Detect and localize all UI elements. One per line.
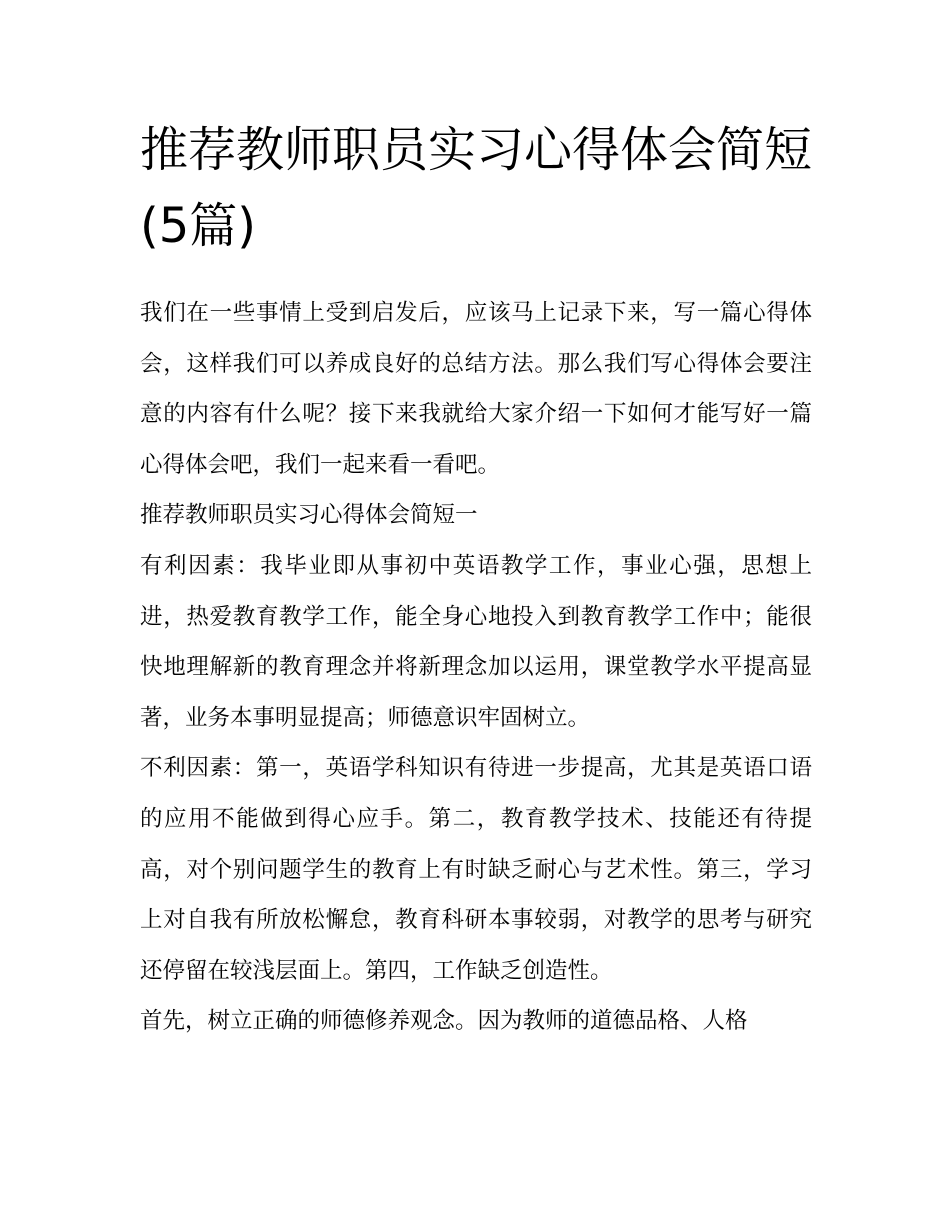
document-title: 推荐教师职员实习心得体会简短(5篇) — [140, 122, 813, 254]
ethics-paragraph: 首先，树立正确的师德修养观念。因为教师的道德品格、人格 — [140, 1008, 748, 1035]
document-content — [140, 112, 812, 1047]
section-heading: 推荐教师职员实习心得体会简短一 — [140, 502, 478, 529]
document-body — [140, 288, 812, 1047]
intro-paragraph: 我们在一些事情上受到启发后，应该马上记录下来，写一篇心得体会，这样我们可以养成良好的总结方法。那么我们写心得体会要注意的内容有什么呢？接下来我就给大家介绍一下如何才能写好一篇心得体会吧，我们一起来看一看吧。 — [140, 300, 812, 478]
advantages-paragraph: 有利因素：我毕业即从事初中英语教学工作，事业心强，思想上进，热爱教育教学工作，能全身心地投入到教育教学工作中；能很快地理解新的教育理念并将新理念加以运用，课堂教学水平提高显著，业务本事明显提高；师德意识牢固树立。 — [140, 552, 812, 731]
disadvantages-paragraph: 不利因素：第一，英语学科知识有待进一步提高，尤其是英语口语的应用不能做到得心应手。第二，教育教学技术、技能还有待提高，对个别问题学生的教育上有时缺乏耐心与艺术性。第三，学习上对自我有所放松懈怠，教育科研本事较弱，对教学的思考与研究还停留在较浅层面上。第四，工作缺乏创造性。 — [140, 755, 812, 984]
